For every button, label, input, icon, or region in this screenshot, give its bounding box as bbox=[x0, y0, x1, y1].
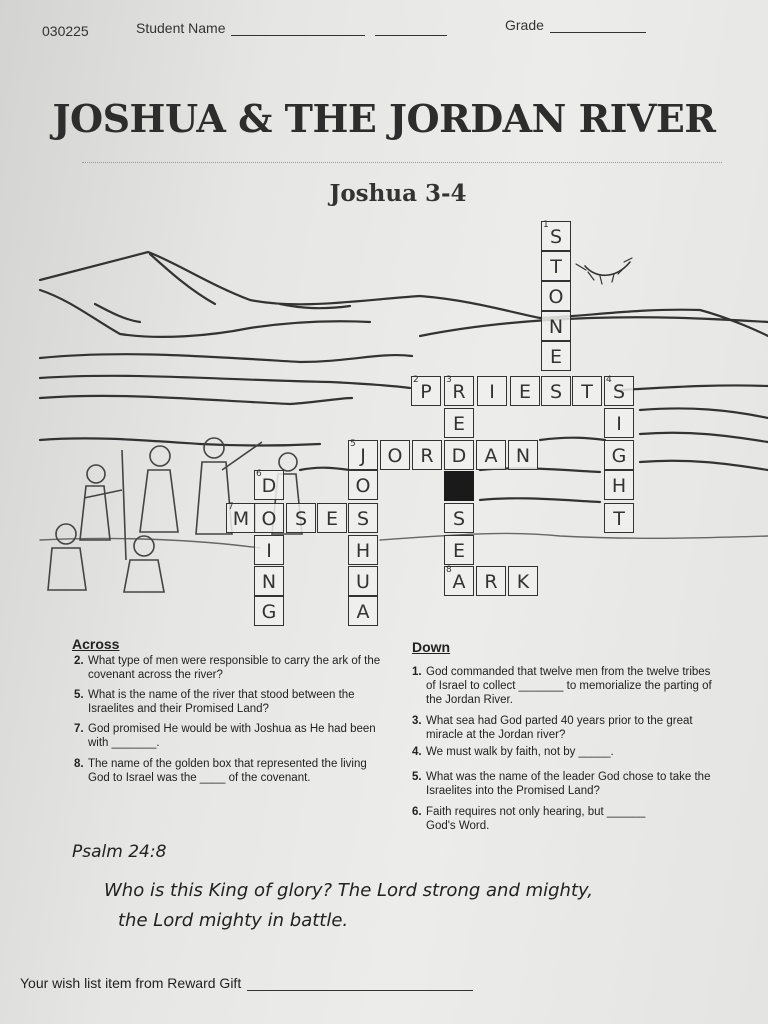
river-wave-icon bbox=[540, 438, 605, 440]
crossword-cell[interactable]: I bbox=[477, 376, 507, 406]
wish-list-label: Your wish list item from Reward Gift bbox=[20, 975, 242, 991]
crossword-cell[interactable]: 7 M bbox=[226, 503, 256, 533]
crossword-cell[interactable]: S bbox=[286, 503, 316, 533]
crossword-cell[interactable]: N bbox=[508, 440, 538, 470]
river-wave-icon bbox=[640, 433, 768, 442]
handwritten-verse-line-1: Who is this King of glory? The Lord strong and mighty, bbox=[104, 880, 593, 901]
crossword-cell[interactable]: E bbox=[444, 408, 474, 438]
crossword-cell[interactable]: O bbox=[380, 440, 410, 470]
river-wave-icon bbox=[40, 354, 412, 362]
crossword-cell[interactable]: O bbox=[541, 281, 571, 311]
down-clue-6: 6. Faith requires not only hearing, but ______ God's Word. bbox=[412, 806, 646, 832]
crossword-cell[interactable]: 3 R bbox=[444, 376, 474, 406]
crossword-cell[interactable]: G bbox=[604, 440, 634, 470]
crossword-cell[interactable]: A bbox=[476, 440, 506, 470]
down-heading: Down bbox=[412, 639, 451, 655]
crossword-cell[interactable]: O bbox=[348, 470, 378, 500]
student-name-label: Student Name bbox=[136, 20, 226, 36]
wish-list-line bbox=[247, 970, 473, 991]
crossword-cell[interactable]: T bbox=[604, 503, 634, 533]
crossword-cell[interactable]: T bbox=[572, 376, 602, 406]
across-clue-8: 8. The name of the golden box that represented the living God to Israel was the ____ of the covenant. bbox=[74, 758, 367, 784]
crossword-cell[interactable]: 5 J bbox=[348, 440, 378, 470]
crossword-cell[interactable]: N bbox=[254, 566, 284, 596]
crossword-cell[interactable]: 2 P bbox=[411, 376, 441, 406]
grade-label: Grade bbox=[505, 17, 544, 33]
crossword-cell[interactable]: H bbox=[604, 470, 634, 500]
mountain-line-icon bbox=[420, 317, 768, 336]
down-clue-3: 3. What sea had God parted 40 years prior to the great miracle at the Jordan river? bbox=[412, 715, 693, 741]
page-title: JOSHUA & THE JORDAN RIVER bbox=[52, 96, 716, 141]
river-wave-icon bbox=[480, 498, 600, 502]
river-wave-icon bbox=[40, 396, 352, 404]
river-bank-icon bbox=[40, 533, 768, 548]
crossword-cell[interactable]: G bbox=[254, 596, 284, 626]
crossword-cell[interactable]: 1 S bbox=[541, 221, 571, 251]
crossword-cell[interactable]: R bbox=[412, 440, 442, 470]
crossword-cell[interactable]: E bbox=[541, 341, 571, 371]
crossword-cell[interactable]: H bbox=[348, 535, 378, 565]
down-clue-5: 5. What was the name of the leader God chose to take the Israelites into the Promised Land? bbox=[412, 771, 711, 797]
crossword-cell[interactable]: 6 D bbox=[254, 470, 284, 500]
down-clue-1: 1. God commanded that twelve men from the twelve tribes of Israel to collect _______ to memorialize the parting of the Jordan River. bbox=[412, 666, 712, 706]
across-heading: Across bbox=[72, 636, 120, 652]
across-clue-2: 2. What type of men were responsible to carry the ark of the covenant across the river? bbox=[74, 655, 381, 681]
crossword-cell[interactable]: 4 S bbox=[604, 376, 634, 406]
crossword-cell[interactable]: S bbox=[541, 376, 571, 406]
crossword-cell[interactable]: I bbox=[254, 535, 284, 565]
crossword-cell[interactable]: A bbox=[348, 596, 378, 626]
river-wave-icon bbox=[620, 385, 768, 390]
crossword-cell[interactable]: K bbox=[508, 566, 538, 596]
crossword-cell[interactable]: O bbox=[254, 503, 284, 533]
handwritten-verse-line-2: the Lord mighty in battle. bbox=[118, 910, 349, 931]
crossword-cell[interactable]: E bbox=[317, 503, 347, 533]
sun-rays-icon bbox=[576, 258, 632, 284]
worksheet-code: 030225 bbox=[42, 23, 89, 39]
across-clue-5: 5. What is the name of the river that stood between the Israelites and their Promised Land? bbox=[74, 689, 355, 715]
down-clue-4: 4. We must walk by faith, not by _____. bbox=[412, 746, 614, 758]
crossword-cell[interactable]: 8 A bbox=[444, 566, 474, 596]
crossword-cell[interactable]: S bbox=[444, 503, 474, 533]
crossword-cell[interactable]: I bbox=[604, 408, 634, 438]
crossword-cell[interactable]: E bbox=[510, 376, 540, 406]
crossword-cell[interactable]: R bbox=[476, 566, 506, 596]
river-wave-icon bbox=[40, 376, 410, 388]
wish-list-field bbox=[20, 970, 473, 991]
river-wave-icon bbox=[40, 438, 320, 445]
crossword-cell[interactable]: N bbox=[541, 311, 571, 341]
river-wave-icon bbox=[640, 408, 768, 418]
crossword-cell[interactable]: U bbox=[348, 566, 378, 596]
river-wave-icon bbox=[640, 461, 768, 470]
river-wave-icon bbox=[300, 468, 350, 470]
handwritten-verse-reference: Psalm 24:8 bbox=[72, 842, 167, 862]
crossword-cell[interactable]: D bbox=[444, 440, 474, 470]
crossword-black-square bbox=[444, 471, 474, 501]
crossword-cell[interactable]: E bbox=[444, 535, 474, 565]
across-clue-7: 7. God promised He would be with Joshua as He had been with _______. bbox=[74, 723, 376, 749]
page-subtitle: Joshua 3-4 bbox=[329, 180, 467, 207]
crossword-cell[interactable]: S bbox=[348, 503, 378, 533]
mountain-line-icon bbox=[40, 252, 768, 336]
crossword-cell[interactable]: T bbox=[541, 251, 571, 281]
